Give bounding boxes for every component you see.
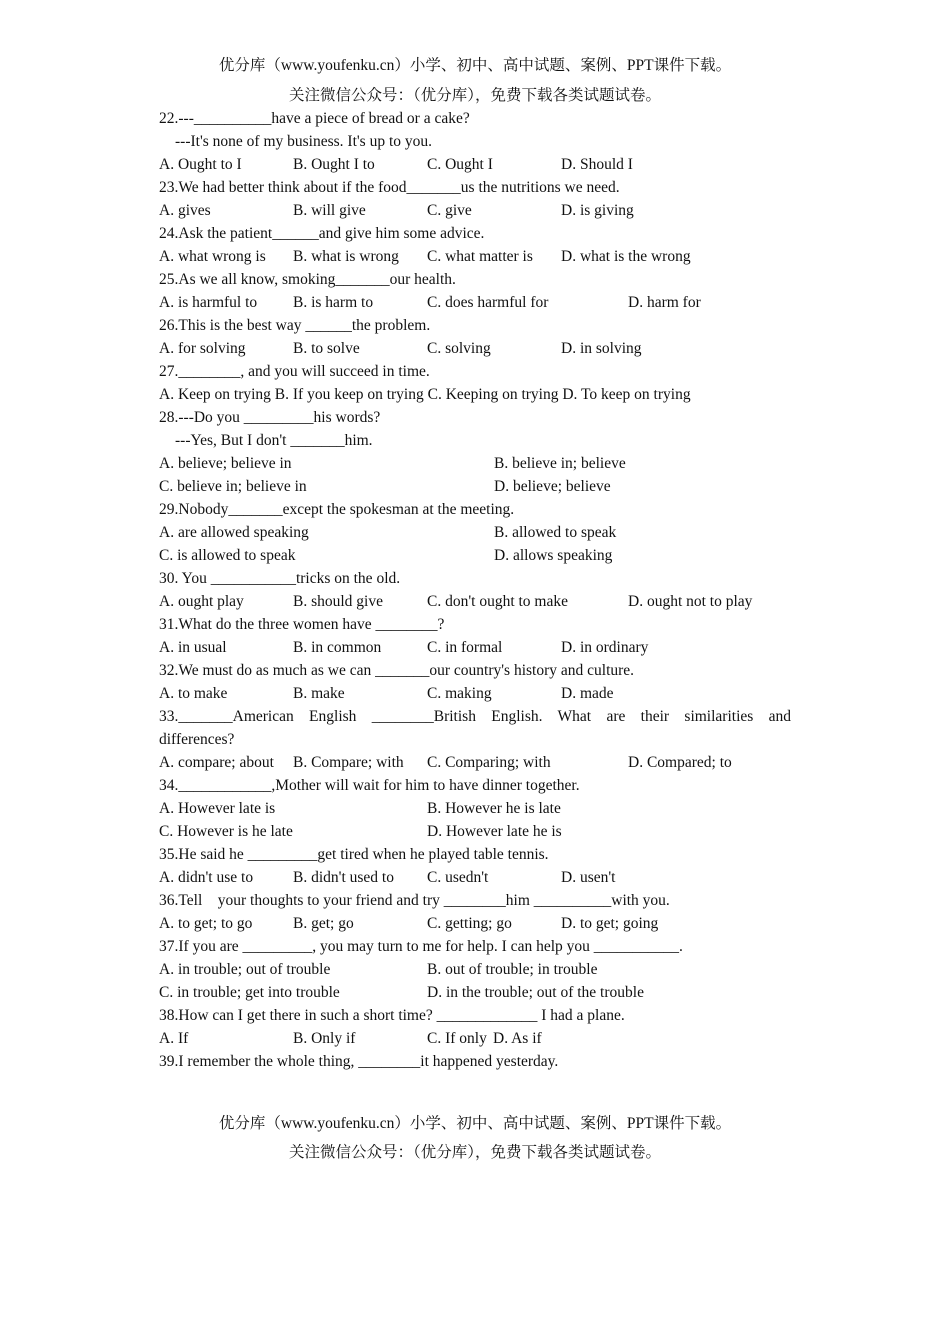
option-c: C. solving (427, 340, 491, 357)
question-37-options-row-2 (159, 981, 791, 1004)
page-header-line-1: 优分库（www.youfenku.cn）小学、初中、高中试题、案例、PPT课件下载。 (218, 57, 732, 74)
option-b: B. Compare; with (293, 754, 404, 771)
option-c: C. don't ought to make (427, 593, 568, 610)
option-a: A. gives (159, 202, 211, 219)
question-35-options (159, 866, 791, 889)
question-23-stem: 23.We had better think about if the food_______us the nutritions we need. (159, 179, 620, 196)
option-a: A. didn't use to (159, 869, 254, 886)
option-c: C. does harmful for (427, 294, 549, 311)
question-34-stem: 34.____________,Mother will wait for him to have dinner together. (159, 777, 580, 794)
option-a: A. believe; believe in (159, 455, 292, 472)
option-d: D. in the trouble; out of the trouble (427, 984, 644, 1001)
option-c: C. Comparing; with (427, 754, 551, 771)
question-33-stem-line-1: 33._______American English ________British English. What are their similarities and (159, 708, 791, 725)
option-c: C. making (427, 685, 492, 702)
option-d: D. in ordinary (561, 639, 649, 656)
option-d: D. to get; going (561, 915, 659, 932)
option-a: A. ought play (159, 593, 244, 610)
question-30-options (159, 590, 791, 613)
option-b: B. make (293, 685, 345, 702)
option-a: A. in trouble; out of trouble (159, 961, 331, 978)
option-c: C. usedn't (427, 869, 489, 886)
question-27-stem: 27.________, and you will succeed in time. (159, 363, 430, 380)
option-d: D. ought not to play (628, 593, 753, 610)
option-a: A. in usual (159, 639, 227, 656)
option-c: C. getting; go (427, 915, 512, 932)
option-b: B. in common (293, 639, 382, 656)
question-32-stem: 32.We must do as much as we can _______our country's history and culture. (159, 662, 635, 679)
question-29-stem: 29.Nobody_______except the spokesman at the meeting. (159, 501, 515, 518)
option-a: A. what wrong is (159, 248, 266, 265)
option-b: B. believe in; believe (494, 455, 626, 472)
question-36-options (159, 912, 791, 935)
option-c: C. Ought I (427, 156, 493, 173)
question-37-options-row-1 (159, 958, 791, 981)
question-24-stem: 24.Ask the patient______and give him some advice. (159, 225, 485, 242)
option-b: B. get; go (293, 915, 354, 932)
question-24-options (159, 245, 791, 268)
question-31-stem: 31.What do the three women have ________? (159, 616, 445, 633)
option-c: C. in formal (427, 639, 503, 656)
question-39-stem: 39.I remember the whole thing, ________it happened yesterday. (159, 1053, 559, 1070)
page-header-line-2: 关注微信公众号：（优分库），免费下载各类试题试卷。 (288, 87, 661, 104)
option-b: B. didn't used to (293, 869, 394, 886)
question-26-options (159, 337, 791, 360)
option-d: D. usen't (561, 869, 616, 886)
option-c: C. give (427, 202, 472, 219)
option-b: B. will give (293, 202, 366, 219)
option-d: D. what is the wrong (561, 248, 691, 265)
question-23-options (159, 199, 791, 222)
question-22-options (159, 153, 791, 176)
option-a: A. However late is (159, 800, 276, 817)
question-22-stem: 22.---__________have a piece of bread or a cake? (159, 110, 470, 127)
option-a: A. to get; to go (159, 915, 253, 932)
option-c: C. believe in; believe in (159, 478, 307, 495)
question-25-stem: 25.As we all know, smoking_______our health. (159, 271, 456, 288)
question-26-stem: 26.This is the best way ______the problem. (159, 317, 431, 334)
option-d: D. in solving (561, 340, 642, 357)
option-c: C. If only (427, 1030, 487, 1047)
option-a: A. are allowed speaking (159, 524, 309, 541)
option-a: A. Ought to I (159, 156, 242, 173)
option-d: D. Should I (561, 156, 633, 173)
option-a: A. If (159, 1030, 189, 1047)
question-34-options-row-1 (159, 797, 791, 820)
option-b: B. However he is late (427, 800, 561, 817)
option-c: C. However is he late (159, 823, 293, 840)
option-d: D. made (561, 685, 614, 702)
question-38-options (159, 1027, 791, 1050)
option-b: B. Only if (293, 1030, 356, 1047)
option-b: B. is harm to (293, 294, 374, 311)
option-b: B. should give (293, 593, 383, 610)
page-footer-line-2: 关注微信公众号：（优分库），免费下载各类试题试卷。 (288, 1144, 661, 1161)
page-footer-line-1: 优分库（www.youfenku.cn）小学、初中、高中试题、案例、PPT课件下载。 (218, 1115, 732, 1132)
option-d: D. Compared; to (628, 754, 732, 771)
question-33-options (159, 751, 791, 774)
option-a: A. for solving (159, 340, 246, 357)
option-d: D. However late he is (427, 823, 562, 840)
option-d: D. As if (493, 1030, 542, 1047)
question-33-stem-line-2: differences? (159, 731, 235, 748)
option-d: D. allows speaking (494, 547, 613, 564)
option-b: B. out of trouble; in trouble (427, 961, 598, 978)
question-25-options (159, 291, 791, 314)
option-b: B. Ought I to (293, 156, 375, 173)
question-38-stem: 38.How can I get there in such a short time? _____________ I had a plane. (159, 1007, 625, 1024)
question-37-stem: 37.If you are _________, you may turn to me for help. I can help you ___________. (159, 938, 683, 955)
option-d: D. harm for (628, 294, 701, 311)
question-29-options-row-1 (159, 521, 791, 544)
question-34-options-row-2 (159, 820, 791, 843)
question-30-stem: 30. You ___________tricks on the old. (159, 570, 401, 587)
option-c: C. is allowed to speak (159, 547, 296, 564)
question-31-options (159, 636, 791, 659)
option-d: D. believe; believe (494, 478, 611, 495)
option-b: B. to solve (293, 340, 360, 357)
option-d: D. is giving (561, 202, 634, 219)
question-35-stem: 35.He said he _________get tired when he played table tennis. (159, 846, 549, 863)
question-32-options (159, 682, 791, 705)
option-c: C. what matter is (427, 248, 533, 265)
question-22-reply: ---It's none of my business. It's up to you. (175, 133, 433, 150)
option-a: A. compare; about (159, 754, 274, 771)
question-28-stem: 28.---Do you _________his words? (159, 409, 381, 426)
question-28-reply: ---Yes, But I don't _______him. (175, 432, 373, 449)
option-b: B. allowed to speak (494, 524, 617, 541)
question-28-options-row-2 (159, 475, 791, 498)
option-a: A. to make (159, 685, 228, 702)
option-b: B. what is wrong (293, 248, 399, 265)
question-36-stem: 36.Tell your thoughts to your friend and try ________him __________with you. (159, 892, 670, 909)
option-c: C. in trouble; get into trouble (159, 984, 340, 1001)
question-29-options-row-2 (159, 544, 791, 567)
question-27-options: A. Keep on trying B. If you keep on trying C. Keeping on trying D. To keep on trying (159, 386, 691, 403)
question-28-options-row-1 (159, 452, 791, 475)
question-list (159, 107, 791, 1073)
option-a: A. is harmful to (159, 294, 258, 311)
